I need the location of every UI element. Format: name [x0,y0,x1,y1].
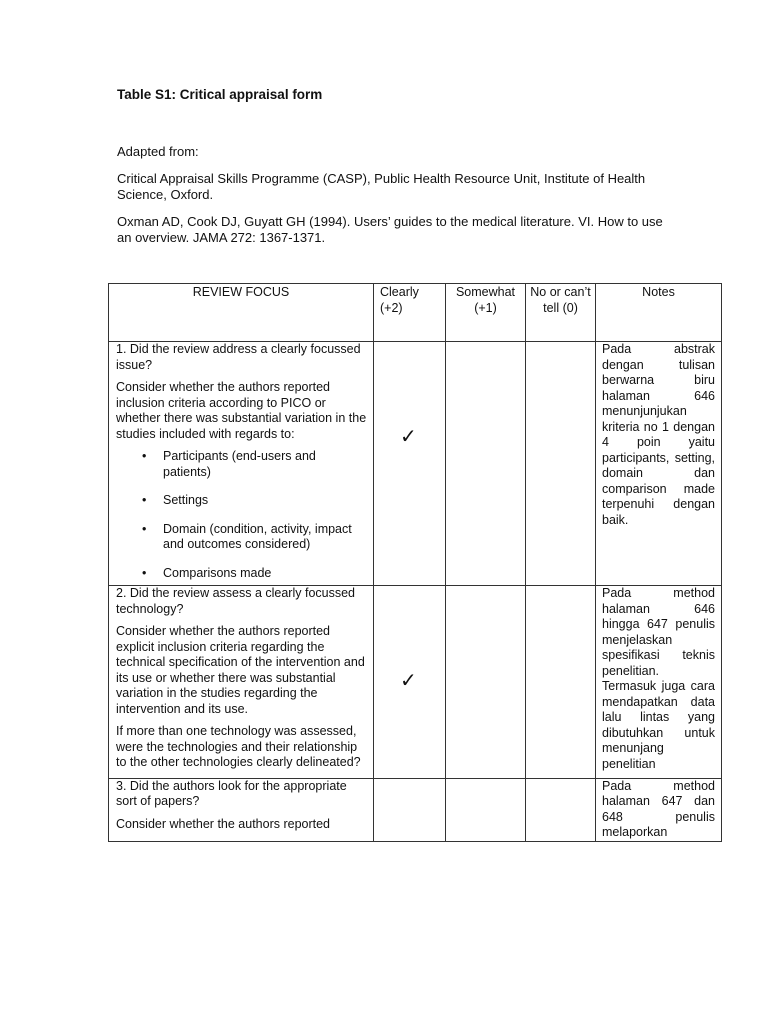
clearly-cell [374,586,446,779]
somewhat-cell [446,586,526,779]
table-header-row [109,284,722,342]
source-casp: Critical Appraisal Skills Programme (CASP), Public Health Resource Unit, Institute of Health Science, Oxford. [117,171,646,202]
notes-text: Pada method halaman 646 hingga 647 penulis menjelaskan spesifikasi teknis penelitian. Termasuk juga cara mendapatkan data lalu lintas yang dibutuhkan untuk menunjang penelitian [602,586,715,771]
header-no-cant-tell: No or can’t tell (0) [526,284,596,342]
question-detail: Consider whether the authors reported inclusion criteria according to PICO or whether there was substantial variation in the studies included with regards to: [116,380,367,441]
header-notes: Notes [596,284,722,342]
review-focus-cell [109,342,374,586]
notes-cell [596,586,722,779]
checkmark-icon: ✓ [400,668,417,692]
header-review-focus: REVIEW FOCUS [109,284,374,342]
clearly-cell [374,342,446,586]
header-somewhat: Somewhat (+1) [446,284,526,342]
table-title: Table S1: Critical appraisal form [117,87,323,102]
table-row [109,586,722,779]
somewhat-cell [446,778,526,841]
criteria-list [116,449,367,581]
no-cant-tell-cell [526,586,596,779]
checkmark-icon: ✓ [400,424,417,448]
somewhat-cell [446,342,526,586]
notes-text: Pada abstrak dengan tulisan berwarna biru halaman 646 menunjunjukan kriteria no 1 dengan 4 poin yaitu participants, setting, domain dan comparison made terpenuhi dengan baik. [602,342,715,527]
list-item: • Settings [142,493,209,507]
list-item: • Comparisons made [142,565,272,580]
no-cant-tell-cell [526,778,596,841]
appraisal-table [108,283,722,842]
no-cant-tell-cell [526,342,596,586]
header-clearly: Clearly (+2) [374,284,446,342]
question-text: 3. Did the authors look for the appropriate sort of papers? [116,778,347,808]
question-text: 2. Did the review assess a clearly focussed technology? [116,586,355,616]
review-focus-cell [109,778,374,841]
list-item: • Participants (end-users and patients) [142,449,316,479]
question-detail: Consider whether the authors reported [116,816,331,831]
source-oxman: Oxman AD, Cook DJ, Guyatt GH (1994). Users’ guides to the medical literature. VI. How to use an overview. JAMA 272: 1367-1371. [117,214,663,245]
list-item: • Domain (condition, activity, impact and outcomes considered) [142,521,352,551]
notes-cell [596,778,722,841]
question-detail: Consider whether the authors reported explicit inclusion criteria regarding the technical specification of the intervention and its use or whether there was substantial variation in the studies regarding the intervention and its use. [116,624,365,716]
clearly-cell [374,778,446,841]
adapted-from-label: Adapted from: [117,144,199,159]
review-focus-cell [109,586,374,779]
table-row [109,342,722,586]
question-detail-2: If more than one technology was assessed, were the technologies and their relationship to the other technologies clearly delineated? [116,724,361,769]
notes-text: Pada method halaman 647 dan 648 penulis melaporkan [602,778,715,839]
question-text: 1. Did the review address a clearly focussed issue? [116,342,361,372]
notes-cell [596,342,722,586]
table-row [109,778,722,841]
